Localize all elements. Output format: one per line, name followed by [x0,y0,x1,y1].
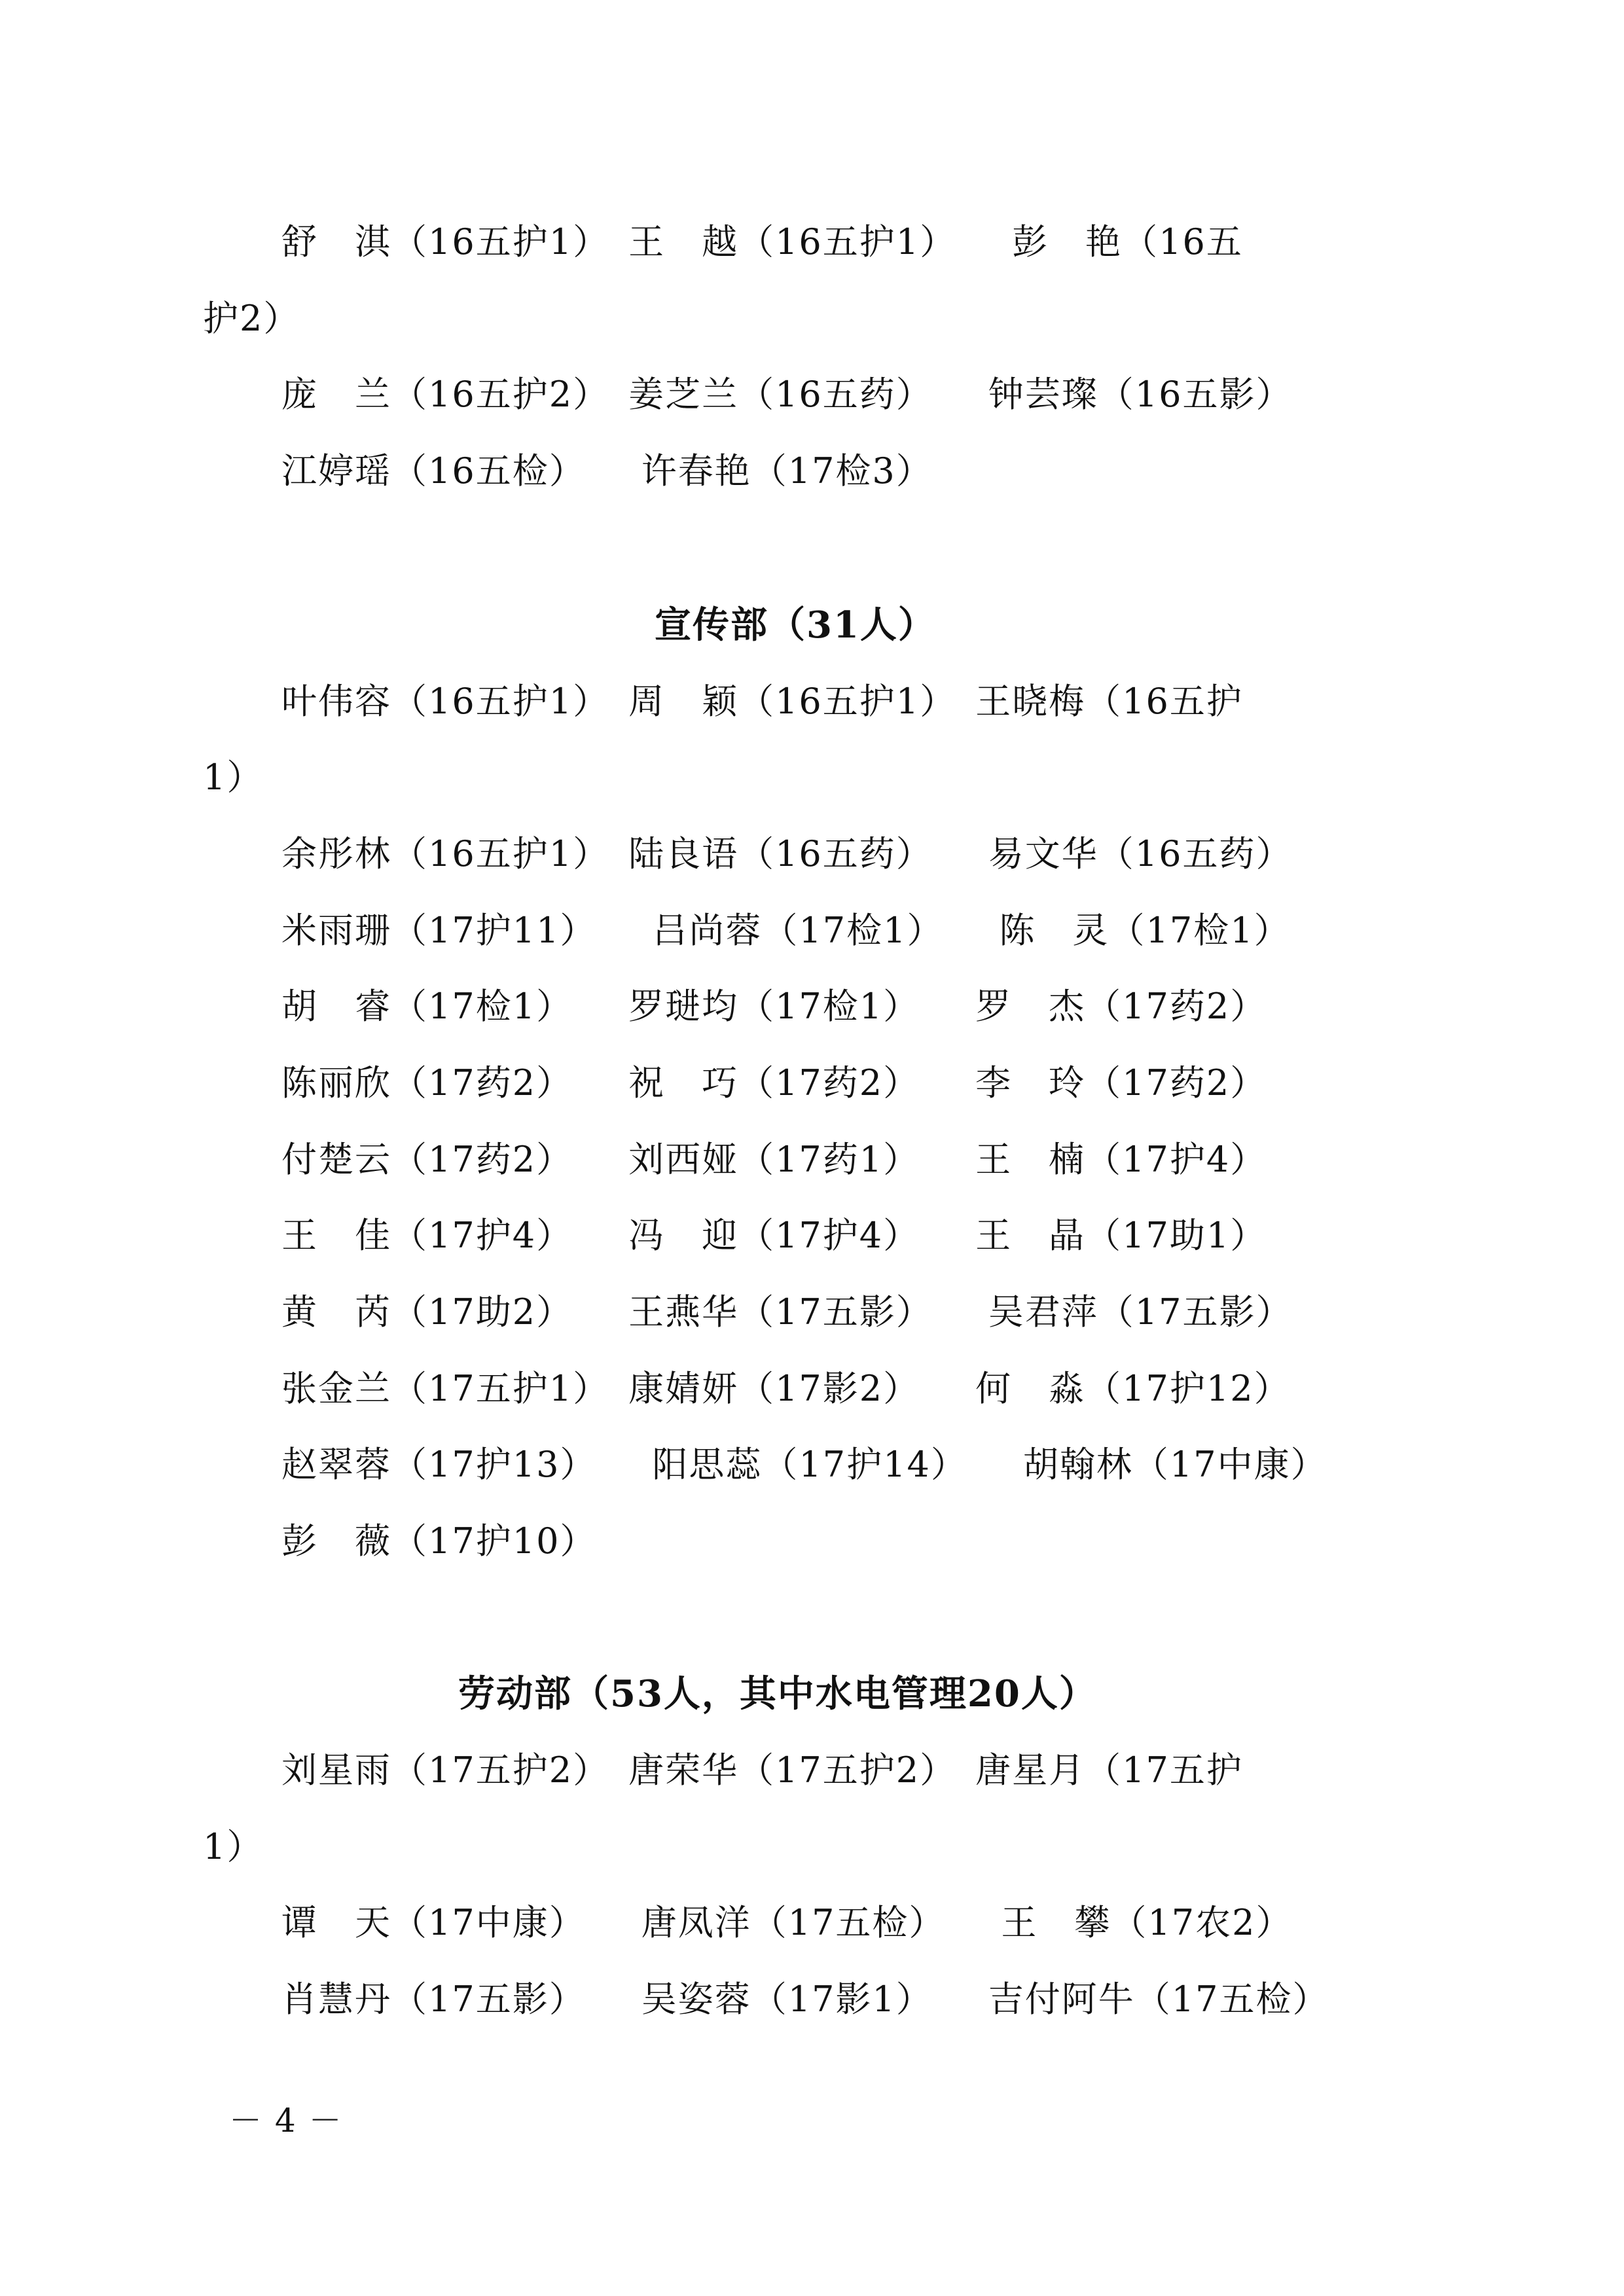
name-line-wrap: 1） [203,1826,264,1867]
page-number: － 4 － [229,2102,343,2140]
section-heading-publicity: 宣传部（31人） [655,603,936,647]
name-line-wrap: 1） [203,757,264,798]
name-line: 胡 睿（17检1） 罗琎均（17检1） 罗 杰（17药2） [281,986,1267,1027]
name-line: 彭 薇（17护10） [281,1520,597,1562]
name-line: 黄 芮（17助2） 王燕华（17五影） 吴君萍（17五影） [281,1291,1293,1333]
name-line: 江婷瑶（16五检） 许春艳（17检3） [281,450,933,492]
name-line: 陈丽欣（17药2） 祝 巧（17药2） 李 玲（17药2） [281,1062,1267,1103]
name-line: 刘星雨（17五护2） 唐荣华（17五护2） 唐星月（17五护 [281,1749,1243,1791]
name-line: 庞 兰（16五护2） 姜芝兰（16五药） 钟芸璨（16五影） [281,374,1293,415]
name-line: 余彤林（16五护1） 陆良语（16五药） 易文华（16五药） [281,833,1293,874]
section-heading-labor: 劳动部（53人，其中水电管理20人） [458,1672,1097,1715]
name-line: 叶伟容（16五护1） 周 颖（16五护1） 王晓梅（16五护 [281,681,1243,722]
name-line: 肖慧丹（17五影） 吴姿蓉（17影1） 吉付阿牛（17五检） [281,1979,1329,2020]
name-line: 舒 淇（16五护1） 王 越（16五护1） 彭 艳（16五 [281,221,1243,262]
name-line: 谭 天（17中康） 唐凤洋（17五检） 王 攀（17农2） [281,1902,1293,1943]
name-line-wrap: 护2） [203,298,300,339]
name-line: 付楚云（17药2） 刘西娅（17药1） 王 楠（17护4） [281,1139,1267,1180]
name-line: 赵翠蓉（17护13） 阳思蕊（17护14） 胡翰林（17中康） [281,1444,1327,1485]
name-line: 张金兰（17五护1） 康婧妍（17影2） 何 淼（17护12） [281,1368,1291,1409]
name-line: 米雨珊（17护11） 吕尚蓉（17检1） 陈 灵（17检1） [281,910,1291,951]
name-line: 王 佳（17护4） 冯 迎（17护4） 王 晶（17助1） [281,1215,1267,1256]
